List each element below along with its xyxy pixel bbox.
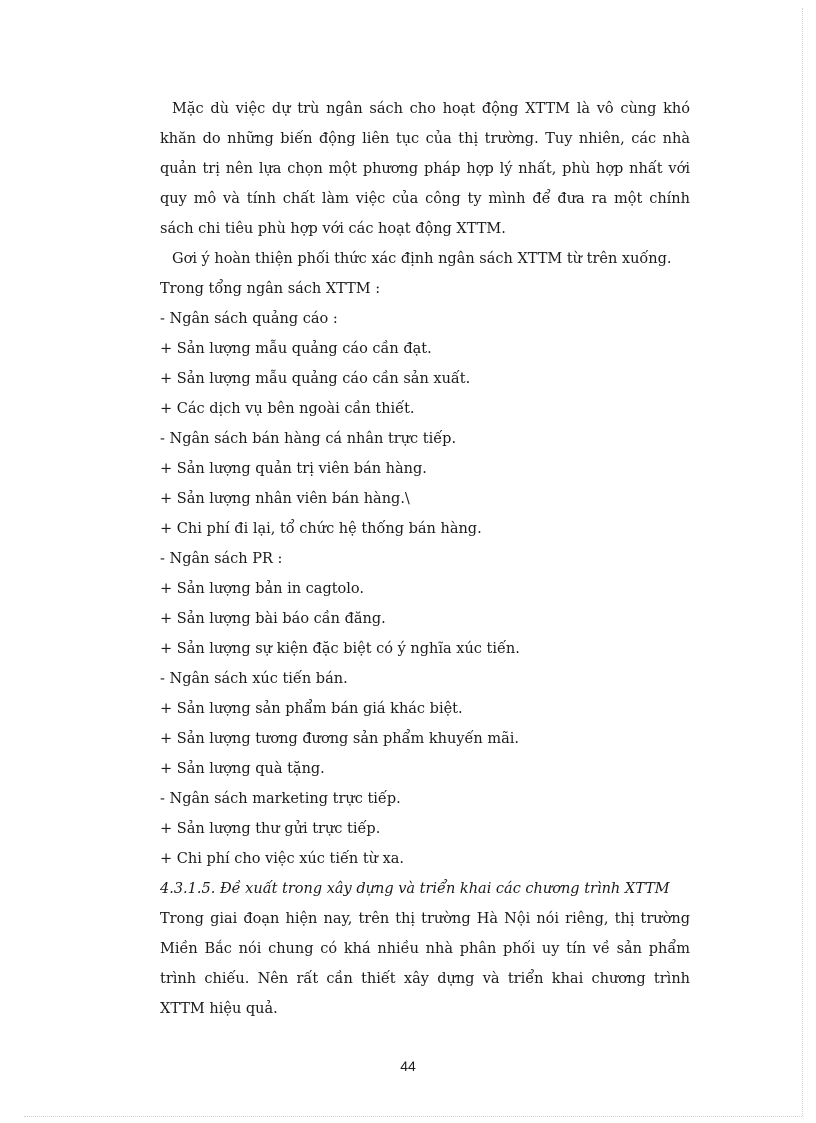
budget-list: [160, 274, 690, 874]
suggestion-paragraph: Gơi ý hoàn thiện phối thức xác định ngân sách XTTM từ trên xuống.: [172, 251, 672, 267]
budget-item: + Sản lượng bản in cagtolo.: [160, 581, 365, 597]
budget-item: + Sản lượng mẫu quảng cáo cần sản xuất.: [160, 371, 471, 387]
budget-item: + Sản lượng quà tặng.: [160, 761, 325, 777]
budget-category-pr: - Ngân sách PR :: [160, 551, 283, 567]
budget-item: + Sản lượng nhân viên bán hàng.\: [160, 491, 410, 507]
budget-category-personal-selling: - Ngân sách bán hàng cá nhân trực tiếp.: [160, 431, 457, 447]
budget-item: + Chi phí đi lại, tổ chức hệ thống bán hàng.: [160, 521, 482, 537]
budget-list-title: Trong tổng ngân sách XTTM :: [160, 281, 381, 297]
budget-item: + Sản lượng mẫu quảng cáo cần đạt.: [160, 341, 432, 357]
page-border-right: [802, 8, 803, 1116]
page-border-bottom: [24, 1116, 802, 1117]
budget-item: + Sản lượng tương đương sản phẩm khuyến mãi.: [160, 731, 519, 747]
budget-item: + Sản lượng bài báo cần đăng.: [160, 611, 386, 627]
page-number: 44: [400, 1058, 416, 1074]
budget-category-sales-promotion: - Ngân sách xúc tiến bán.: [160, 671, 348, 687]
budget-category-direct-marketing: - Ngân sách marketing trực tiếp.: [160, 791, 401, 807]
page-body: [160, 94, 690, 1024]
budget-item: + Sản lượng thư gửi trực tiếp.: [160, 821, 381, 837]
intro-paragraph: Mặc dù việc dự trù ngân sách cho hoạt động XTTM là vô cùng khó khăn do những biến động liên tục của thị trường. Tuy nhiên, các nhà quản trị nên lựa chọn một phương pháp hợp lý nhất, phù hợp nhất với quy mô và tính chất làm việc của công ty mình để đưa ra một chính sách chi tiêu phù hợp với các hoạt động XTTM.: [160, 101, 690, 237]
section-heading: 4.3.1.5. Đề xuất trong xây dựng và triển khai các chương trình XTTM: [160, 881, 670, 897]
budget-item: + Các dịch vụ bên ngoài cần thiết.: [160, 401, 415, 417]
closing-paragraph: Trong giai đoạn hiện nay, trên thị trường Hà Nội nói riêng, thị trường Miền Bắc nói chung có khá nhiều nhà phân phối uy tín về sản phẩm trình chiếu. Nên rất cần thiết xây dựng và triển khai chương trình XTTM hiệu quả.: [160, 911, 690, 1017]
budget-category-advertising: - Ngân sách quảng cáo :: [160, 311, 338, 327]
budget-item: + Sản lượng sự kiện đặc biệt có ý nghĩa xúc tiến.: [160, 641, 520, 657]
budget-item: + Chi phí cho việc xúc tiến từ xa.: [160, 851, 405, 867]
budget-item: + Sản lượng sản phẩm bán giá khác biệt.: [160, 701, 463, 717]
budget-item: + Sản lượng quản trị viên bán hàng.: [160, 461, 427, 477]
